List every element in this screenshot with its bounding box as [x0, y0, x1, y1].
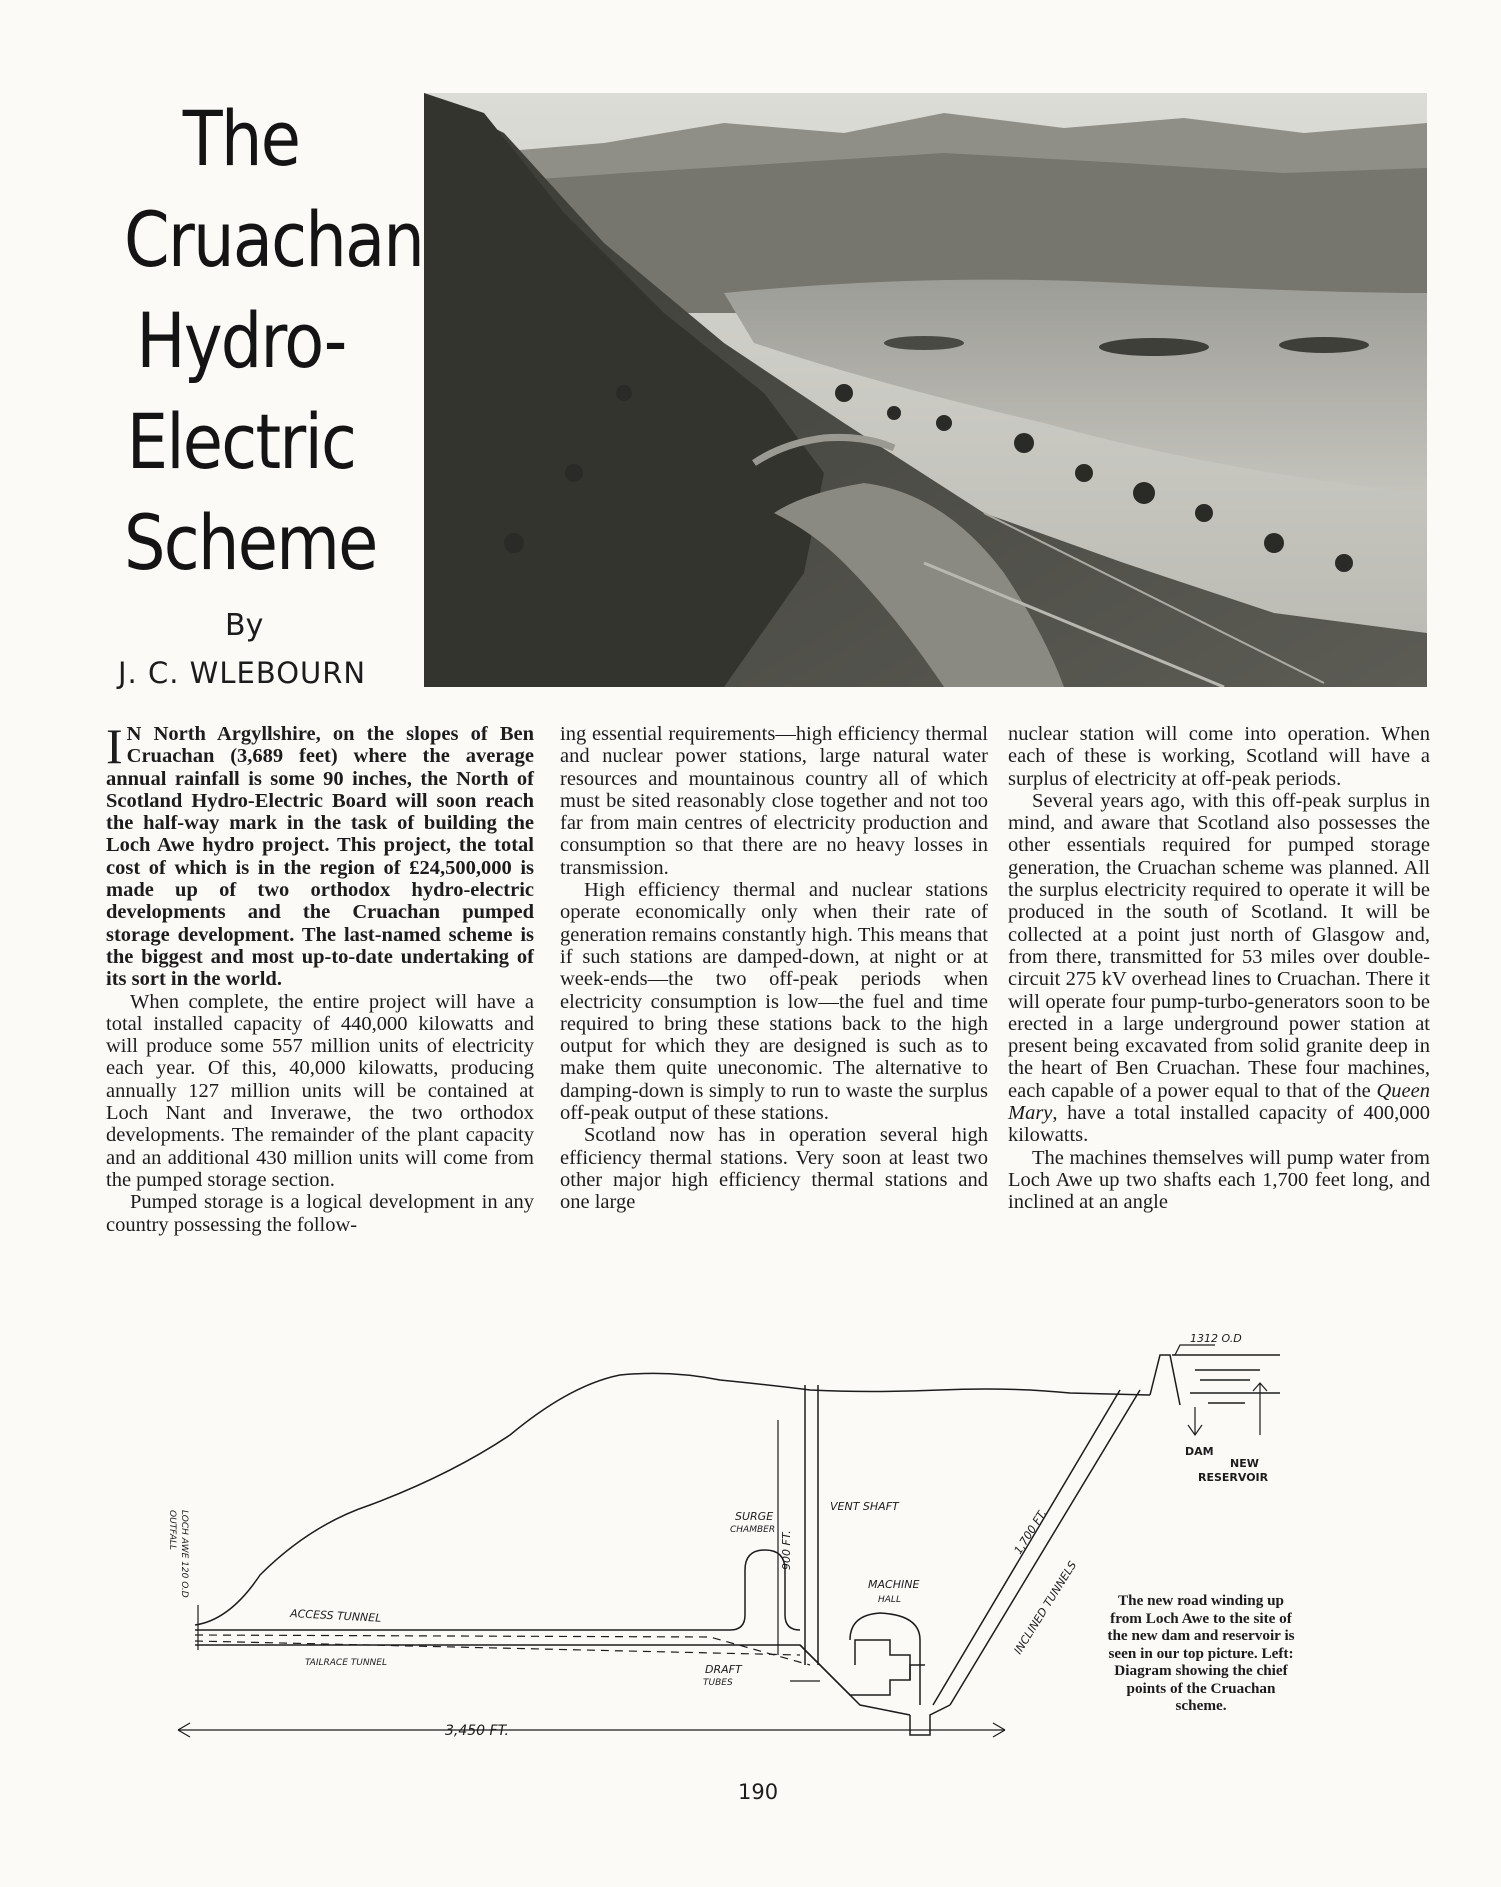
paragraph — [1008, 790, 1430, 1147]
label-top-level: 1312 O.D — [1190, 1332, 1242, 1345]
article-title — [124, 88, 424, 593]
paragraph: Scotland now has in operation several high efficiency thermal stations. Very soon at least two other major high efficiency thermal stations and one large — [560, 1124, 988, 1214]
label-incline-length: 1,700 FT. — [1011, 1507, 1050, 1557]
lead-paragraph — [106, 718, 534, 991]
title-line: Scheme — [124, 498, 377, 587]
label-outfall: OUTFALL — [167, 1510, 177, 1551]
label-machine-2: HALL — [878, 1595, 901, 1605]
text-column-2 — [560, 723, 988, 1214]
text-column-3 — [1008, 723, 1430, 1214]
title-line: Cruachan — [124, 195, 424, 284]
label-tailrace-tunnel: TAILRACE TUNNEL — [305, 1658, 387, 1668]
paragraph-text: Several years ago, with this off-peak surplus in mind, and aware that Scotland also possesses the other essentials required for pumped storage generation, the Cruachan scheme was planned. All the surplus electricity required to operate it will be produced in the south of Scotland. It will be collected at a point just north of Glasgow and, from there, transmitted for 53 miles over double-circuit 275 kV overhead lines to Cruachan. There it will operate four pump-turbo-generators soon to be erected in a large underground power station at present being excavated from solid granite deep in the heart of Ben Cruachan. These four machines, each capable of a power equal to that of the — [1008, 789, 1430, 1102]
label-surge-2: CHAMBER — [730, 1525, 776, 1535]
lead-text: N North Argyllshire, on the slopes of Ben Cruachan (3,689 feet) where the average annual rainfall is some 90 inches, the North of Scotland Hydro-Electric Board will soon reach the half-way mark in the task of building the Loch Awe hydro project. This project, the total cost of which is in the region of £24,500,000 is made up of two orthodox hydro-electric developments and the Cruachan pumped storage development. The last-named scheme is the biggest and most up-to-date undertaking of its sort in the world. — [106, 723, 534, 991]
text-column-1 — [106, 718, 534, 1236]
drop-cap: I — [106, 718, 123, 774]
author-name: J. C. WLEBOURN — [118, 656, 367, 690]
title-line: Electric — [126, 397, 356, 486]
paragraph: The machines themselves will pump water from Loch Awe up two shafts each 1,700 feet long, and inclined at an angle — [1008, 1146, 1430, 1214]
paragraph: ing essential requirements—high efficiency thermal and nuclear power stations, large natural water resources and mountainous country all of which must be sited reasonably close together and not too far from main centres of electricity production and consumption so that there are no heavy losses in transmission. — [560, 723, 988, 879]
paragraph: nuclear station will come into operation. When each of these is working, Scotland will have a surplus of electricity at off-peak periods. — [1008, 723, 1430, 790]
landscape-photo — [424, 93, 1427, 687]
label-machine-1: MACHINE — [868, 1578, 920, 1591]
label-new-reservoir-1: NEW — [1230, 1457, 1259, 1470]
label-loch-awe: LOCH AWE 120 O.D — [179, 1510, 189, 1598]
label-span: 3,450 FT. — [445, 1723, 509, 1739]
figure-caption: The new road winding up from Loch Awe to the site of the new dam and reservoir is seen in our top picture. Left: Diagram showing the chief points of the Cruachan scheme. — [1107, 1592, 1295, 1714]
title-line: The — [182, 94, 300, 183]
label-access-tunnel: ACCESS TUNNEL — [289, 1607, 382, 1625]
label-draft-1: DRAFT — [705, 1663, 742, 1676]
page-number: 190 — [738, 1780, 779, 1804]
title-line: Hydro- — [136, 296, 346, 385]
paragraph: When complete, the entire project will have a total installed capacity of 440,000 kilowatts and will produce some 557 million units of electricity each year. Of this, 40,000 kilowatts, producing annually 127 million units will be contained at Loch Nant and Inverawe, the two orthodox developments. The remainder of the plant capacity and an additional 430 million units will come from the pumped storage section. — [106, 990, 534, 1191]
label-vent-shaft: VENT SHAFT — [830, 1500, 899, 1513]
label-inclined-tunnels: INCLINED TUNNELS — [1011, 1558, 1080, 1657]
label-draft-2: TUBES — [703, 1678, 733, 1688]
label-depth: 900 FT. — [780, 1530, 793, 1570]
byline-by: By — [225, 608, 264, 643]
paragraph: Pumped storage is a logical development in any country possessing the follow- — [106, 1191, 534, 1236]
label-surge-1: SURGE — [735, 1510, 774, 1523]
label-dam: DAM — [1185, 1445, 1214, 1458]
label-new-reservoir-2: RESERVOIR — [1198, 1471, 1269, 1484]
paragraph-text-end: , have a total installed capacity of 400,000 kilowatts. — [1008, 1102, 1430, 1147]
paragraph: High efficiency thermal and nuclear stations operate economically only when their rate of generation remains constantly high. This means that if such stations are damped-down, at night or at week-ends—the two off-peak periods when electricity consumption is low—the fuel and time required to bring these stations back to the high output for which they are designed is such as to make them quite uneconomic. The alternative to damping-down is simply to run to waste the surplus off-peak output of these stations. — [560, 879, 988, 1125]
ship-name: Queen Mary — [1008, 1079, 1431, 1125]
